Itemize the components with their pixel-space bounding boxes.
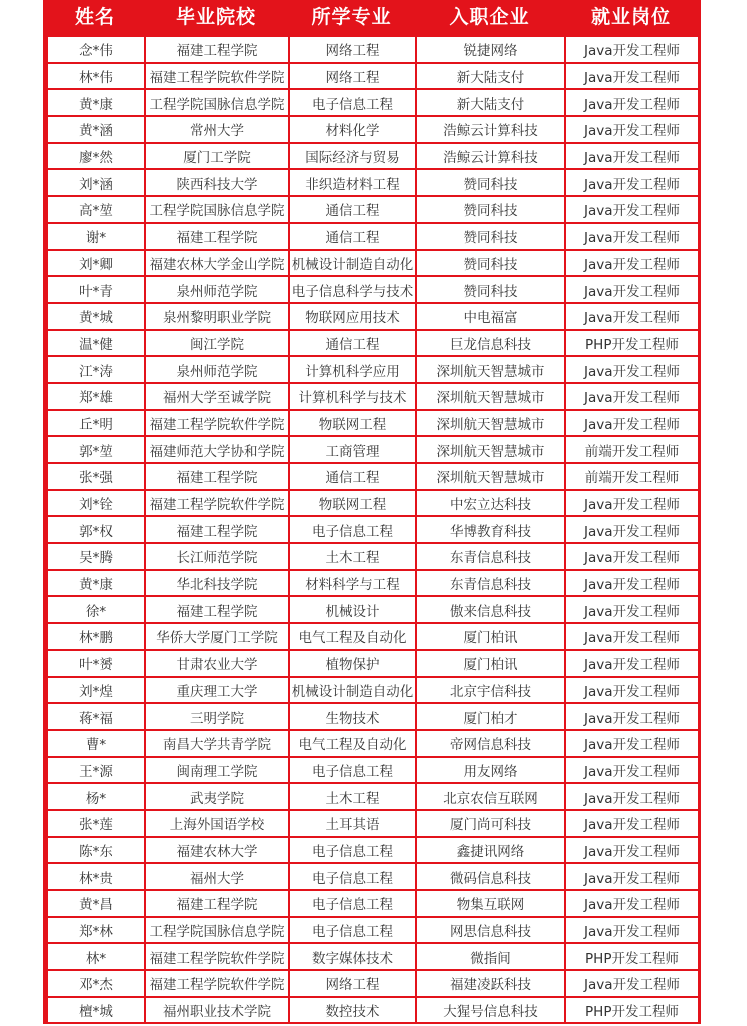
cell-name: 檀*城 bbox=[48, 998, 144, 1023]
cell-company: 大猩号信息科技 bbox=[417, 998, 564, 1023]
table-row bbox=[48, 331, 698, 356]
cell-position: Java开发工程师 bbox=[566, 624, 698, 649]
cell-school: 华侨大学厦门工学院 bbox=[146, 624, 288, 649]
cell-position: Java开发工程师 bbox=[566, 411, 698, 436]
cell-company: 华博教育科技 bbox=[417, 517, 564, 542]
cell-company: 赞同科技 bbox=[417, 170, 564, 195]
cell-name: 邓*杰 bbox=[48, 971, 144, 996]
cell-school: 福建工程学院软件学院 bbox=[146, 491, 288, 516]
cell-position: Java开发工程师 bbox=[566, 731, 698, 756]
cell-position: Java开发工程师 bbox=[566, 651, 698, 676]
table-row bbox=[48, 384, 698, 409]
cell-major: 通信工程 bbox=[290, 331, 415, 356]
cell-company: 新大陆支付 bbox=[417, 90, 564, 115]
cell-major: 网络工程 bbox=[290, 64, 415, 89]
cell-major: 物联网工程 bbox=[290, 491, 415, 516]
cell-name: 黄*城 bbox=[48, 304, 144, 329]
cell-school: 福州职业技术学院 bbox=[146, 998, 288, 1023]
cell-name: 念*伟 bbox=[48, 37, 144, 62]
cell-name: 郭*堃 bbox=[48, 437, 144, 462]
cell-company: 深圳航天智慧城市 bbox=[417, 384, 564, 409]
cell-company: 巨龙信息科技 bbox=[417, 331, 564, 356]
cell-major: 数字媒体技术 bbox=[290, 944, 415, 969]
cell-name: 郭*权 bbox=[48, 517, 144, 542]
table-row bbox=[48, 437, 698, 462]
table-row bbox=[48, 971, 698, 996]
cell-major: 机械设计制造自动化 bbox=[290, 678, 415, 703]
table-row bbox=[48, 144, 698, 169]
cell-major: 电气工程及自动化 bbox=[290, 624, 415, 649]
cell-company: 新大陆支付 bbox=[417, 64, 564, 89]
cell-major: 通信工程 bbox=[290, 224, 415, 249]
cell-name: 曹* bbox=[48, 731, 144, 756]
cell-company: 赞同科技 bbox=[417, 251, 564, 276]
table-row bbox=[48, 597, 698, 622]
cell-company: 厦门尚可科技 bbox=[417, 811, 564, 836]
cell-school: 厦门工学院 bbox=[146, 144, 288, 169]
table-row bbox=[48, 277, 698, 302]
cell-name: 谢* bbox=[48, 224, 144, 249]
cell-school: 福州大学至诚学院 bbox=[146, 384, 288, 409]
cell-school: 福建工程学院 bbox=[146, 224, 288, 249]
cell-school: 闽江学院 bbox=[146, 331, 288, 356]
cell-company: 福建凌跃科技 bbox=[417, 971, 564, 996]
cell-name: 刘*涵 bbox=[48, 170, 144, 195]
cell-school: 泉州师范学院 bbox=[146, 277, 288, 302]
cell-name: 叶*赟 bbox=[48, 651, 144, 676]
cell-school: 福建工程学院 bbox=[146, 891, 288, 916]
cell-major: 土耳其语 bbox=[290, 811, 415, 836]
cell-name: 叶*青 bbox=[48, 277, 144, 302]
cell-position: Java开发工程师 bbox=[566, 864, 698, 889]
cell-major: 植物保护 bbox=[290, 651, 415, 676]
cell-company: 微码信息科技 bbox=[417, 864, 564, 889]
cell-name: 廖*然 bbox=[48, 144, 144, 169]
cell-school: 福建工程学院 bbox=[146, 464, 288, 489]
cell-name: 林*贵 bbox=[48, 864, 144, 889]
cell-name: 黄*康 bbox=[48, 90, 144, 115]
cell-school: 福建工程学院软件学院 bbox=[146, 944, 288, 969]
cell-major: 电子信息工程 bbox=[290, 918, 415, 943]
table-row bbox=[48, 224, 698, 249]
cell-school: 陕西科技大学 bbox=[146, 170, 288, 195]
cell-name: 林*鹏 bbox=[48, 624, 144, 649]
cell-major: 通信工程 bbox=[290, 197, 415, 222]
cell-company: 傲来信息科技 bbox=[417, 597, 564, 622]
cell-major: 电子信息工程 bbox=[290, 517, 415, 542]
cell-position: Java开发工程师 bbox=[566, 384, 698, 409]
cell-company: 帝网信息科技 bbox=[417, 731, 564, 756]
cell-major: 国际经济与贸易 bbox=[290, 144, 415, 169]
cell-name: 江*涛 bbox=[48, 357, 144, 382]
cell-name: 黄*涵 bbox=[48, 117, 144, 142]
cell-position: PHP开发工程师 bbox=[566, 998, 698, 1023]
cell-name: 杨* bbox=[48, 784, 144, 809]
cell-name: 郑*林 bbox=[48, 918, 144, 943]
header-position: 就业岗位 bbox=[590, 6, 671, 28]
cell-school: 甘肃农业大学 bbox=[146, 651, 288, 676]
table-row bbox=[48, 544, 698, 569]
cell-position: Java开发工程师 bbox=[566, 277, 698, 302]
cell-name: 张*强 bbox=[48, 464, 144, 489]
cell-company: 中宏立达科技 bbox=[417, 491, 564, 516]
cell-name: 黄*昌 bbox=[48, 891, 144, 916]
cell-school: 三明学院 bbox=[146, 704, 288, 729]
table-row bbox=[48, 117, 698, 142]
cell-position: Java开发工程师 bbox=[566, 197, 698, 222]
cell-company: 用友网络 bbox=[417, 758, 564, 783]
cell-school: 福建工程学院软件学院 bbox=[146, 64, 288, 89]
table-row bbox=[48, 838, 698, 863]
cell-major: 土木工程 bbox=[290, 784, 415, 809]
cell-school: 福建师范大学协和学院 bbox=[146, 437, 288, 462]
table-row bbox=[48, 251, 698, 276]
cell-position: Java开发工程师 bbox=[566, 64, 698, 89]
header-school: 毕业院校 bbox=[175, 6, 256, 28]
cell-position: Java开发工程师 bbox=[566, 170, 698, 195]
table-row bbox=[48, 464, 698, 489]
table-row bbox=[48, 90, 698, 115]
cell-major: 工商管理 bbox=[290, 437, 415, 462]
cell-major: 机械设计制造自动化 bbox=[290, 251, 415, 276]
cell-position: Java开发工程师 bbox=[566, 838, 698, 863]
cell-position: Java开发工程师 bbox=[566, 304, 698, 329]
table-row bbox=[48, 731, 698, 756]
table-row bbox=[48, 64, 698, 89]
cell-school: 常州大学 bbox=[146, 117, 288, 142]
cell-company: 深圳航天智慧城市 bbox=[417, 464, 564, 489]
cell-company: 赞同科技 bbox=[417, 224, 564, 249]
cell-school: 华北科技学院 bbox=[146, 571, 288, 596]
cell-name: 刘*卿 bbox=[48, 251, 144, 276]
cell-major: 电子信息工程 bbox=[290, 864, 415, 889]
header-name: 姓名 bbox=[74, 6, 115, 28]
cell-major: 网络工程 bbox=[290, 37, 415, 62]
cell-name: 丘*明 bbox=[48, 411, 144, 436]
cell-name: 黄*康 bbox=[48, 571, 144, 596]
cell-school: 福州大学 bbox=[146, 864, 288, 889]
cell-company: 北京农信互联网 bbox=[417, 784, 564, 809]
table-row bbox=[48, 170, 698, 195]
cell-company: 厦门柏讯 bbox=[417, 624, 564, 649]
cell-major: 电子信息工程 bbox=[290, 891, 415, 916]
table-row bbox=[48, 491, 698, 516]
cell-school: 上海外国语学校 bbox=[146, 811, 288, 836]
cell-major: 非织造材料工程 bbox=[290, 170, 415, 195]
cell-position: Java开发工程师 bbox=[566, 704, 698, 729]
cell-major: 材料科学与工程 bbox=[290, 571, 415, 596]
cell-major: 电子信息工程 bbox=[290, 838, 415, 863]
cell-major: 材料化学 bbox=[290, 117, 415, 142]
cell-school: 武夷学院 bbox=[146, 784, 288, 809]
cell-name: 刘*铨 bbox=[48, 491, 144, 516]
cell-company: 厦门柏才 bbox=[417, 704, 564, 729]
cell-position: Java开发工程师 bbox=[566, 357, 698, 382]
cell-name: 陈*东 bbox=[48, 838, 144, 863]
cell-school: 工程学院国脉信息学院 bbox=[146, 197, 288, 222]
cell-school: 福建工程学院软件学院 bbox=[146, 971, 288, 996]
cell-major: 土木工程 bbox=[290, 544, 415, 569]
cell-company: 厦门柏讯 bbox=[417, 651, 564, 676]
cell-school: 长江师范学院 bbox=[146, 544, 288, 569]
cell-position: Java开发工程师 bbox=[566, 811, 698, 836]
cell-company: 鑫捷讯网络 bbox=[417, 838, 564, 863]
table-row bbox=[48, 411, 698, 436]
table-header bbox=[46, 0, 698, 35]
cell-major: 计算机科学与技术 bbox=[290, 384, 415, 409]
cell-position: PHP开发工程师 bbox=[566, 331, 698, 356]
cell-position: Java开发工程师 bbox=[566, 544, 698, 569]
table-row bbox=[48, 758, 698, 783]
cell-major: 通信工程 bbox=[290, 464, 415, 489]
table-row bbox=[48, 571, 698, 596]
cell-major: 电子信息科学与技术 bbox=[290, 277, 415, 302]
cell-school: 泉州黎明职业学院 bbox=[146, 304, 288, 329]
cell-name: 郑*雄 bbox=[48, 384, 144, 409]
cell-major: 生物技术 bbox=[290, 704, 415, 729]
cell-company: 北京宇信科技 bbox=[417, 678, 564, 703]
cell-name: 高*堃 bbox=[48, 197, 144, 222]
cell-school: 重庆理工大学 bbox=[146, 678, 288, 703]
cell-name: 林* bbox=[48, 944, 144, 969]
cell-name: 徐* bbox=[48, 597, 144, 622]
table-row bbox=[48, 197, 698, 222]
cell-school: 福建工程学院 bbox=[146, 517, 288, 542]
employment-table bbox=[46, 35, 700, 1024]
table-row bbox=[48, 704, 698, 729]
cell-name: 温*健 bbox=[48, 331, 144, 356]
cell-major: 机械设计 bbox=[290, 597, 415, 622]
cell-school: 工程学院国脉信息学院 bbox=[146, 918, 288, 943]
cell-position: PHP开发工程师 bbox=[566, 944, 698, 969]
table-row bbox=[48, 944, 698, 969]
cell-name: 张*莲 bbox=[48, 811, 144, 836]
table-row bbox=[48, 624, 698, 649]
table-row bbox=[48, 998, 698, 1023]
cell-school: 福建农林大学 bbox=[146, 838, 288, 863]
cell-school: 泉州师范学院 bbox=[146, 357, 288, 382]
table-row bbox=[48, 811, 698, 836]
cell-name: 刘*煌 bbox=[48, 678, 144, 703]
table-row bbox=[48, 678, 698, 703]
cell-company: 浩鲸云计算科技 bbox=[417, 144, 564, 169]
cell-school: 福建农林大学金山学院 bbox=[146, 251, 288, 276]
cell-position: Java开发工程师 bbox=[566, 784, 698, 809]
cell-company: 浩鲸云计算科技 bbox=[417, 117, 564, 142]
cell-company: 网思信息科技 bbox=[417, 918, 564, 943]
cell-school: 福建工程学院 bbox=[146, 37, 288, 62]
cell-name: 吴*腾 bbox=[48, 544, 144, 569]
cell-name: 王*源 bbox=[48, 758, 144, 783]
cell-position: Java开发工程师 bbox=[566, 144, 698, 169]
cell-position: Java开发工程师 bbox=[566, 678, 698, 703]
cell-position: Java开发工程师 bbox=[566, 517, 698, 542]
table-row bbox=[48, 517, 698, 542]
cell-position: Java开发工程师 bbox=[566, 891, 698, 916]
cell-position: Java开发工程师 bbox=[566, 758, 698, 783]
cell-company: 深圳航天智慧城市 bbox=[417, 437, 564, 462]
header-company: 入职企业 bbox=[449, 6, 530, 28]
table-row bbox=[48, 37, 698, 62]
cell-school: 闽南理工学院 bbox=[146, 758, 288, 783]
cell-major: 物联网工程 bbox=[290, 411, 415, 436]
cell-major: 物联网应用技术 bbox=[290, 304, 415, 329]
cell-position: Java开发工程师 bbox=[566, 571, 698, 596]
cell-major: 网络工程 bbox=[290, 971, 415, 996]
cell-company: 赞同科技 bbox=[417, 197, 564, 222]
cell-position: Java开发工程师 bbox=[566, 37, 698, 62]
cell-major: 数控技术 bbox=[290, 998, 415, 1023]
cell-company: 东青信息科技 bbox=[417, 544, 564, 569]
cell-company: 东青信息科技 bbox=[417, 571, 564, 596]
cell-company: 锐捷网络 bbox=[417, 37, 564, 62]
cell-position: Java开发工程师 bbox=[566, 918, 698, 943]
cell-company: 微指间 bbox=[417, 944, 564, 969]
cell-major: 电子信息工程 bbox=[290, 90, 415, 115]
table-row bbox=[48, 891, 698, 916]
cell-school: 工程学院国脉信息学院 bbox=[146, 90, 288, 115]
cell-name: 林*伟 bbox=[48, 64, 144, 89]
table-row bbox=[48, 304, 698, 329]
cell-name: 蒋*福 bbox=[48, 704, 144, 729]
cell-school: 福建工程学院软件学院 bbox=[146, 411, 288, 436]
cell-position: 前端开发工程师 bbox=[566, 437, 698, 462]
cell-position: Java开发工程师 bbox=[566, 597, 698, 622]
cell-company: 中电福富 bbox=[417, 304, 564, 329]
header-major: 所学专业 bbox=[311, 6, 392, 28]
table-row bbox=[48, 918, 698, 943]
cell-position: Java开发工程师 bbox=[566, 117, 698, 142]
cell-major: 电气工程及自动化 bbox=[290, 731, 415, 756]
cell-school: 福建工程学院 bbox=[146, 597, 288, 622]
table-row bbox=[48, 864, 698, 889]
cell-company: 深圳航天智慧城市 bbox=[417, 357, 564, 382]
table-row bbox=[48, 784, 698, 809]
table-row bbox=[48, 651, 698, 676]
cell-position: Java开发工程师 bbox=[566, 90, 698, 115]
cell-position: Java开发工程师 bbox=[566, 251, 698, 276]
cell-major: 计算机科学应用 bbox=[290, 357, 415, 382]
cell-company: 物集互联网 bbox=[417, 891, 564, 916]
cell-position: Java开发工程师 bbox=[566, 971, 698, 996]
cell-school: 南昌大学共青学院 bbox=[146, 731, 288, 756]
table-row bbox=[48, 357, 698, 382]
cell-major: 电子信息工程 bbox=[290, 758, 415, 783]
employment-table-frame bbox=[43, 0, 701, 1024]
cell-position: Java开发工程师 bbox=[566, 224, 698, 249]
cell-company: 赞同科技 bbox=[417, 277, 564, 302]
cell-position: Java开发工程师 bbox=[566, 491, 698, 516]
cell-position: 前端开发工程师 bbox=[566, 464, 698, 489]
cell-company: 深圳航天智慧城市 bbox=[417, 411, 564, 436]
